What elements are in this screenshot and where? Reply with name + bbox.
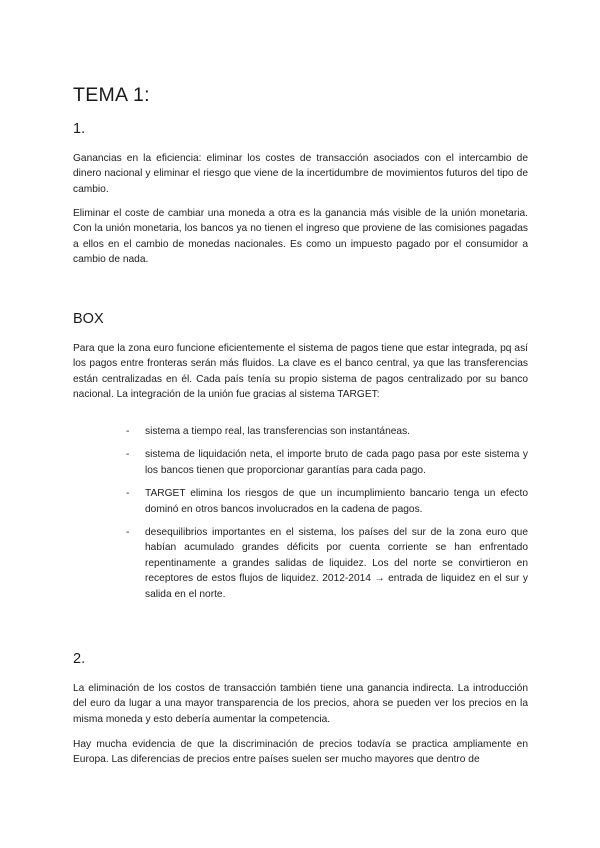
bullet-dash: - <box>126 449 130 461</box>
list-item-text: sistema a tiempo real, las transferencias son instantáneas. <box>145 426 411 437</box>
list-item <box>73 424 528 439</box>
bullet-dash: - <box>126 488 130 500</box>
bullet-dash: - <box>126 527 130 539</box>
bullet-dash: - <box>126 426 130 437</box>
section-1-paragraph-1: Ganancias en la eficiencia: eliminar los costes de transacción asociados con el intercambio de dinero nacional y eliminar el riesgo que viene de la incertidumbre de movimientos futuros del tipo de cambio. <box>73 153 528 195</box>
list-item-text: TARGET elimina los riesgos de que un incumplimiento bancario tenga un efecto dominó en otros bancos involucrados en la cadena de pagos. <box>145 488 528 515</box>
section-1-paragraph-2: Eliminar el coste de cambiar una moneda a otra es la ganancia más visible de la unión monetaria. Con la unión monetaria, los bancos ya no tienen el ingreso que proviene de las comisiones pagadas a ellos en el cambio de monedas nacionales. Es como un impuesto pagado por el consumidor a cambio de nada. <box>73 208 528 266</box>
list-item <box>73 447 528 478</box>
section-2-paragraph-1: La eliminación de los costos de transacción también tiene una ganancia indirecta. La introducción del euro da lugar a una mayor transparencia de los precios, ahora se pueden ver los precios en la misma moneda y esto debería aumentar la competencia. <box>73 683 528 725</box>
target-bullet-list <box>73 424 528 610</box>
section-2-heading: 2. <box>73 651 86 667</box>
list-item-text: sistema de liquidación neta, el importe bruto de cada pago pasa por este sistema y los bancos tienen que proporcionar garantías para cada pago. <box>145 449 528 476</box>
list-item-text: desequilibrios importantes en el sistema, los países del sur de la zona euro que habían acumulado grandes déficits por cuenta corriente se han enfrentado repentinamente a grandes salidas de liquidez. Los del norte se convirtieron en receptores de estos flujos de liquidez. 2012-2014 → entrada de liquidez en el sur y salida en el norte. <box>145 527 528 600</box>
list-item <box>73 525 528 602</box>
box-heading: BOX <box>73 311 104 327</box>
page-title: TEMA 1: <box>73 84 150 106</box>
box-paragraph: Para que la zona euro funcione eficientemente el sistema de pagos tiene que estar integrada, pq así los pagos entre fronteras serán más fluidos. La clave es el banco central, ya que las transferencias están centralizadas en él. Cada país tenía su propio sistema de pagos centralizado por su banco nacional. La integración de la unión fue gracias al sistema TARGET: <box>73 343 528 401</box>
section-1-heading: 1. <box>73 121 86 137</box>
section-2-paragraph-2: Hay mucha evidencia de que la discriminación de precios todavía se practica ampliamente en Europa. Las diferencias de precios entre países suelen ser mucho mayores que dentro de <box>73 739 528 766</box>
list-item <box>73 486 528 517</box>
